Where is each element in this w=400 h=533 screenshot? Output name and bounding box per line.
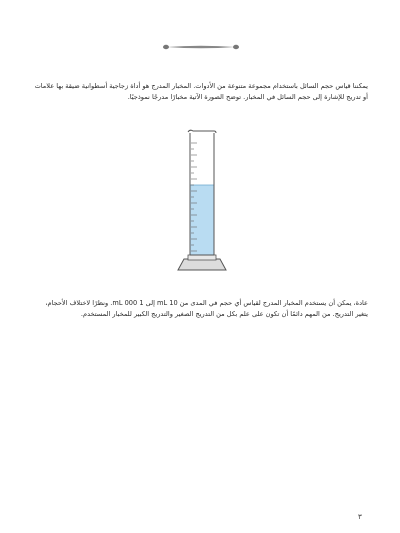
liquid-column [191,185,214,255]
body-paragraph: عادة، يمكن أن يستخدم المخبار المدرج لقياس أي حجم في المدى من 10 mL إلى 1 000 mL. ونظرًا لاختلاف الأحجام، يتغير التدريج. من المهم دائمًا أن تكون على علم بكل من التدريج الصغير والتدريج الكبير للمخبار المستخدم. [45,299,368,318]
graduated-cylinder-illustration [176,127,228,273]
cylinder-base [178,259,226,270]
intro-paragraph: يمكننا قياس حجم السائل باستخدام مجموعة متنوعة من الأدوات. المخبار المدرج هو أداة زجاجية أسطوانية ضيقة بها علامات أو تدريج للإشارة إلى حجم السائل في المخبار. توضح الصورة الآتية مخبارًا مدرجًا نموذجيًا. [34,82,368,101]
page-number: ٣ [358,513,362,521]
divider-ornament [163,43,239,51]
